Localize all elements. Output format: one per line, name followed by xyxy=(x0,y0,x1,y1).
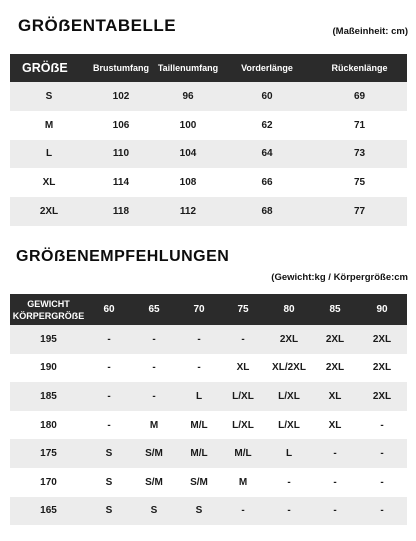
size-chart-header-cell: GRÖẞE xyxy=(10,54,88,82)
size-chart-row xyxy=(10,111,407,140)
size-chart-row xyxy=(10,82,407,111)
size-label-cell: XL xyxy=(42,177,56,189)
measurement-cell: 96 xyxy=(154,82,222,111)
recommended-size-cell: - xyxy=(131,382,177,411)
size-chart-header-cell: Rückenlänge xyxy=(312,54,407,82)
size-chart-row xyxy=(10,140,407,169)
measurement-cell: 68 xyxy=(222,197,312,226)
measurement-cell: 73 xyxy=(312,140,407,169)
recommended-size-cell: - xyxy=(221,497,265,526)
recommended-size-cell: - xyxy=(380,419,384,431)
recommended-size-cell: S/M xyxy=(131,439,177,468)
recommended-size-cell: M/L xyxy=(221,439,265,468)
weight-header-cell: 75 xyxy=(221,294,265,325)
recommended-size-cell: - xyxy=(197,362,201,374)
weight-header-cell: 70 xyxy=(177,294,221,325)
measurement-cell: 69 xyxy=(312,82,407,111)
recommended-size-cell: XL xyxy=(236,362,250,374)
measurement-cell: 60 xyxy=(222,82,312,111)
recommended-size-cell: M xyxy=(149,419,159,431)
recommended-size-cell: L/XL xyxy=(278,419,300,431)
recommended-size-cell: S/M xyxy=(190,476,208,488)
recommendation-row xyxy=(10,382,407,411)
recommended-size-cell: 2XL xyxy=(372,362,392,374)
size-chart-row xyxy=(10,168,407,197)
size-chart-header-row xyxy=(10,54,407,82)
measurement-cell: 77 xyxy=(312,197,407,226)
recommended-size-cell: S xyxy=(87,439,131,468)
height-label-cell: 195 xyxy=(10,325,87,354)
recommended-size-cell: - xyxy=(87,382,131,411)
recommended-size-cell: S xyxy=(177,497,221,526)
recommendation-table xyxy=(10,294,407,525)
recommendation-row xyxy=(10,354,407,383)
size-chart-row xyxy=(10,197,407,226)
measurement-cell: 108 xyxy=(179,177,197,189)
recommended-size-cell: M/L xyxy=(190,419,208,431)
recommended-size-cell: M/L xyxy=(177,439,221,468)
recommended-size-cell: - xyxy=(177,325,221,354)
size-chart-unit-note: (Maßeinheit: cm) xyxy=(332,26,408,37)
size-label-cell: M xyxy=(44,119,54,131)
weight-header-cell: 90 xyxy=(357,294,407,325)
measurement-cell: 112 xyxy=(154,197,222,226)
height-label-cell: 175 xyxy=(10,439,87,468)
recommended-size-cell: - xyxy=(107,419,111,431)
recommendation-row xyxy=(10,468,407,497)
recommendation-unit-note: (Gewicht:kg / Körpergröße:cm xyxy=(271,272,408,283)
recommendation-row xyxy=(10,439,407,468)
measurement-cell: 102 xyxy=(88,82,154,111)
recommended-size-cell: L/XL xyxy=(221,382,265,411)
recommended-size-cell: - xyxy=(287,476,291,488)
height-header-label: KÖRPERGRÖẞE xyxy=(12,310,85,321)
recommended-size-cell: 2XL xyxy=(357,325,407,354)
recommended-size-cell: 2XL xyxy=(265,325,313,354)
height-label-cell: 185 xyxy=(10,382,87,411)
recommendation-row xyxy=(10,411,407,440)
recommended-size-cell: - xyxy=(107,362,111,374)
measurement-cell: 100 xyxy=(179,119,197,131)
recommended-size-cell: S/M xyxy=(145,476,163,488)
weight-height-header-cell xyxy=(10,294,87,325)
recommended-size-cell: - xyxy=(357,497,407,526)
recommended-size-cell: S xyxy=(131,497,177,526)
size-chart-table xyxy=(10,54,407,226)
recommended-size-cell: L xyxy=(177,382,221,411)
size-chart-title: GRÖẞENTABELLE xyxy=(18,16,177,35)
recommended-size-cell: - xyxy=(380,476,384,488)
recommended-size-cell: - xyxy=(313,497,357,526)
height-label-cell: 165 xyxy=(10,497,87,526)
size-chart-header-cell: Taillenumfang xyxy=(154,54,222,82)
weight-header-cell: 60 xyxy=(87,294,131,325)
measurement-cell: 71 xyxy=(353,119,366,131)
height-label-cell: 170 xyxy=(40,476,57,488)
recommended-size-cell: 2XL xyxy=(357,382,407,411)
recommended-size-cell: 2XL xyxy=(313,325,357,354)
recommendation-title: GRÖẞENEMPFEHLUNGEN xyxy=(16,248,230,265)
recommended-size-cell: - xyxy=(152,362,156,374)
measurement-cell: 66 xyxy=(261,177,273,189)
recommended-size-cell: M xyxy=(238,476,248,488)
size-chart-header-cell: Vorderlänge xyxy=(222,54,312,82)
recommended-size-cell: - xyxy=(221,325,265,354)
recommended-size-cell: L/XL xyxy=(232,419,254,431)
measurement-cell: 114 xyxy=(112,177,130,189)
size-chart-header-cell: Brustumfang xyxy=(88,54,154,82)
recommended-size-cell: L xyxy=(265,439,313,468)
size-label-cell: L xyxy=(10,140,88,169)
recommended-size-cell: - xyxy=(87,325,131,354)
measurement-cell: 64 xyxy=(222,140,312,169)
weight-header-label: GEWICHT xyxy=(27,298,70,309)
weight-header-cell: 65 xyxy=(131,294,177,325)
recommended-size-cell: S xyxy=(105,476,113,488)
height-label-cell: 190 xyxy=(40,362,57,374)
measurement-cell: 110 xyxy=(88,140,154,169)
recommended-size-cell: - xyxy=(357,439,407,468)
recommended-size-cell: - xyxy=(265,497,313,526)
recommended-size-cell: - xyxy=(313,439,357,468)
measurement-cell: 75 xyxy=(353,177,366,189)
recommendation-header-row xyxy=(10,294,407,325)
recommended-size-cell: 2XL xyxy=(325,362,345,374)
weight-header-cell: 80 xyxy=(265,294,313,325)
measurement-cell: 118 xyxy=(88,197,154,226)
measurement-cell: 104 xyxy=(154,140,222,169)
recommended-size-cell: XL xyxy=(313,382,357,411)
recommended-size-cell: - xyxy=(333,476,337,488)
recommended-size-cell: L/XL xyxy=(265,382,313,411)
height-label-cell: 180 xyxy=(40,419,57,431)
recommended-size-cell: XL/2XL xyxy=(272,362,306,374)
recommended-size-cell: XL xyxy=(328,419,342,431)
size-label-cell: 2XL xyxy=(10,197,88,226)
weight-header-cell: 85 xyxy=(313,294,357,325)
size-label-cell: S xyxy=(10,82,88,111)
recommendation-row xyxy=(10,325,407,354)
measurement-cell: 106 xyxy=(112,119,130,131)
recommended-size-cell: S xyxy=(87,497,131,526)
recommendation-row xyxy=(10,497,407,526)
measurement-cell: 62 xyxy=(261,119,273,131)
recommended-size-cell: - xyxy=(131,325,177,354)
